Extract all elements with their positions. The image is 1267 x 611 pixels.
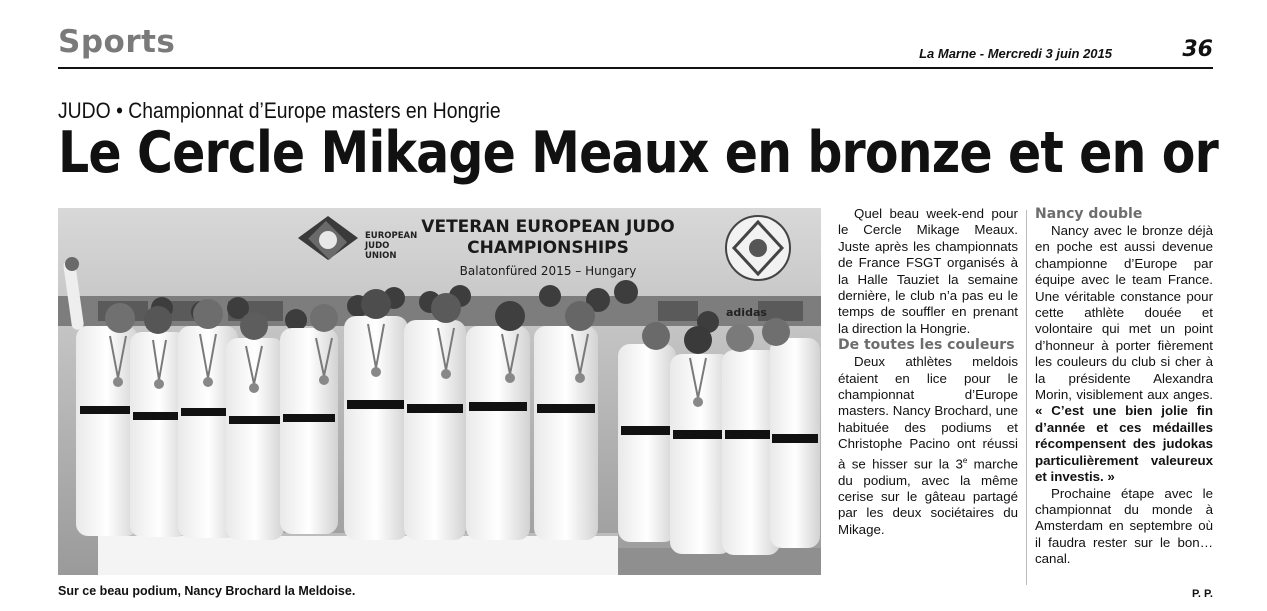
col2-paragraph-1-text: Nancy avec le bronze déjà en poche est aussi devenue championne d’Europe par équipe avec le team France. Une véritable constance pour cette athlète douée et volontaire qui met un point d’honneur à porter fièrement les couleurs du club si cher à la présidente Alexandra Morin, visiblement aux anges. [1035, 223, 1213, 403]
col2-paragraph-1 [1035, 223, 1213, 486]
col2-paragraph-2: Prochaine étape avec le championnat du monde à Amsterdam en septembre où il faudra rester sur le bon… canal. [1035, 485, 1213, 567]
emblem-logo [726, 216, 790, 280]
col1-paragraph-1: Quel beau week-end pour le Cercle Mikage Meaux. Juste après les championnats de France FSGT organisés à la Halle Tauziet la semaine dernière, le club n’a pas eu le temps de souffler en prenant la direction la Hongrie. [838, 206, 1018, 336]
col1-paragraph-2 [838, 354, 1018, 538]
col1-paragraph-2-sup: e [962, 455, 968, 465]
header-rule [58, 67, 1213, 69]
article-column-2 [1035, 206, 1213, 568]
article-signature: P. P. [1191, 588, 1213, 600]
eju-logo-line2: JUDO [365, 241, 390, 251]
photo-caption: Sur ce beau podium, Nancy Brochard la Meldoise. [58, 584, 356, 598]
article-headline: Le Cercle Mikage Meaux en bronze et en or [58, 120, 1218, 186]
banner-line3: Balatonfüred 2015 – Hungary [459, 264, 637, 278]
article-photo [58, 208, 821, 575]
eju-logo-line1: EUROPEAN [365, 231, 418, 241]
sponsor-logo: adidas [726, 306, 767, 319]
col1-intertitle: De toutes les couleurs [838, 337, 1015, 354]
column-rule [1026, 210, 1027, 585]
section-title: Sports [58, 24, 176, 60]
banner-line2: CHAMPIONSHIPS [467, 238, 629, 258]
banner-line1: VETERAN EUROPEAN JUDO [421, 217, 675, 237]
article-column-1 [838, 206, 1018, 538]
page-number: 36 [1182, 37, 1213, 62]
folio-line: La Marne - Mercredi 3 juin 2015 [919, 46, 1112, 61]
col2-intertitle: Nancy double [1035, 206, 1143, 222]
col1-paragraph-2-part1: Deux athlètes meldois étaient en lice pour le championnat d’Europe masters. Nancy Brochard, une habituée des podiums et Christophe Pacino ont réussi à se hisser sur la 3 [838, 354, 1018, 472]
eju-logo-line3: UNION [365, 251, 397, 261]
col1-paragraph-2-part2: marche du podium, avec la même cerise sur le gâteau partagé par les deux sociétaires du Mikage. [838, 456, 1018, 537]
article-kicker: JUDO • Championnat d’Europe masters en Hongrie [58, 98, 501, 123]
col2-quote: « C’est une bien jolie fin d’année et ces médailles récompensent des judokas particulièrement valeureux et investis. » [1035, 403, 1213, 485]
